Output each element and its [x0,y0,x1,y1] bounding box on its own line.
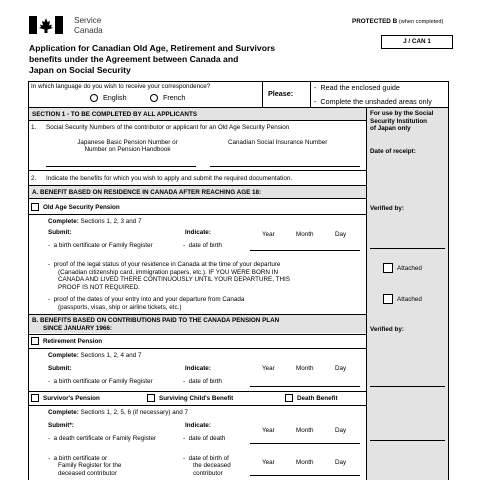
protected-sub: (when completed) [398,19,444,25]
sectionB-month3: Month [296,459,314,466]
deceased-bc-l3: deceased contributor [58,469,117,477]
deceased-dob-l1: date of birth of [188,455,229,462]
form-code: J / CAN 1 [403,38,431,45]
survivor-checkbox[interactable] [31,394,39,402]
sectionB-complete2-value: Sections 1, 2, 5, 6 (if necessary) and 7 [80,409,188,416]
deceased-dob-item: - date of birth of the deceased contributor [183,455,231,477]
office-use-title-1: For use by the Social [370,110,434,117]
deceased-dob-input[interactable] [250,475,360,476]
surviving-child-checkbox[interactable] [147,394,155,402]
date-of-receipt-label: Date of receipt: [370,148,416,155]
sin-input[interactable] [210,166,360,167]
sectionA-complete-label: Complete: [48,218,79,225]
sectionB-year2: Year [262,427,275,434]
sectionB-day3: Day [335,459,347,466]
sectionA-item3-l1: proof of the dates of your entry into and your departure from Canada [53,296,245,303]
canada-flag-icon [29,16,63,34]
sectionB-complete2 [48,409,188,417]
verified-by-label-b: Verified by: [370,326,404,333]
protected-label [352,18,443,26]
sectionA-complete-value: Sections 1, 2, 3 and 7 [80,218,142,225]
sectionA-item3-l2: (passports, visas, ship or airline tickets, etc.) [58,303,182,311]
section1-heading: SECTION 1 - TO BE COMPLETED BY ALL APPLICANTS [32,111,198,118]
french-label: French [163,93,186,102]
english-radio[interactable] [90,94,98,102]
sectionA-item2-l1: proof of the legal status of your residence in Canada at the time of your departure [53,261,281,268]
office-use-title [370,110,433,133]
sectionB-year3: Year [262,459,275,466]
sectionB-indicate2: Indicate: [185,422,211,429]
deceased-bc-item: - a birth certificate or Family Register for the deceased contributor [48,455,122,477]
sectionB-dob-input[interactable] [250,386,360,387]
q2-number: 2. [31,175,37,182]
deceased-dob-l2: the deceased [193,462,231,470]
jp-pension-number-label [70,139,185,154]
q2-text: Indicate the benefits for which you wish to apply and submit the required documentation. [46,175,293,182]
sectionB-month2: Month [296,427,314,434]
sectionB-day2: Day [335,427,347,434]
english-label: English [103,93,127,102]
retirement-label: Retirement Pension [43,338,103,345]
sectionB-item1-text: a birth certificate or Family Register [53,378,153,385]
jp-label-line2: Number on Pension Handbook [84,146,171,154]
sectionA-year: Year [262,231,275,238]
sectionB-submit2: Submit*: [48,422,74,429]
sectionA-item2-l4: PROOF IS NOT REQUIRED. [58,283,140,291]
sectionB-month: Month [296,365,314,372]
logo-text-canada: Canada [74,26,103,35]
office-use-title-3: of Japan only [370,125,411,133]
death-benefit-checkbox[interactable] [285,394,293,402]
instruction-1-text: Read the enclosed guide [320,83,400,92]
sectionA-dob-text: date of birth [188,242,222,249]
canada-logo [29,16,63,34]
sectionA-dob: - date of birth [183,242,222,249]
date-of-death-text: date of death [188,435,226,442]
sectionA-complete [48,218,141,226]
attached-checkbox-2[interactable] [383,294,393,304]
date-of-death-item: - date of death [183,435,226,442]
logo-text-service: Service [74,16,102,25]
sectionB-complete [48,352,141,360]
sectionA-item2-l3: CANADA AND LIVED THERE CONTINUOUSLY UNTIL YOUR DEPARTURE, THIS [58,276,290,284]
language-question: In which language do you wish to receive your correspondence? [31,83,211,90]
date-of-death-input[interactable] [250,443,360,444]
sectionA-heading: A. BENEFIT BASED ON RESIDENCE IN CANADA AFTER REACHING AGE 18: [32,189,262,196]
sectionA-month: Month [296,231,314,238]
instruction-2-text: Complete the unshaded areas only [320,97,432,106]
sectionB-item1: - a birth certificate or Family Register [48,378,153,385]
office-use-panel [367,108,448,480]
sectionA-indicate: Indicate: [185,229,211,236]
sectionA-item2-l2: (Canadian citizenship card, immigration papers, etc.). IF YOU WERE BORN IN [58,268,278,276]
retirement-checkbox[interactable] [31,337,39,345]
jp-label-line1: Japanese Basic Pension Number or [77,139,178,146]
oas-label: Old Age Security Pension [43,204,120,211]
sectionB-heading-l2: SINCE JANUARY 1966: [43,325,112,333]
please-label: Please: [268,89,294,98]
sectionA-item1-text: a birth certificate or Family Register [53,242,153,249]
form-title [29,43,275,77]
sectionB-dob: - date of birth [183,378,222,385]
title-line-1: Application for Canadian Old Age, Retirement and Survivors [29,43,276,53]
sectionB-complete2-label: Complete: [48,409,79,416]
q1-text: Social Security Numbers of the contributor or applicant for an Old Age Security Pension [46,124,290,131]
sectionB-year: Year [262,365,275,372]
sectionB-day: Day [335,365,347,372]
protected-main: PROTECTED B [352,18,398,25]
survivor-label: Survivor's Pension [43,395,100,402]
title-line-2: benefits under the Agreement between Canada and [29,54,239,65]
oas-checkbox[interactable] [31,203,39,211]
sectionB-submit: Submit: [48,365,72,372]
instruction-2: - Complete the unshaded areas only [314,97,432,106]
surviving-child-label: Surviving Child's Benefit [159,395,234,402]
sectionA-day: Day [335,231,347,238]
french-radio[interactable] [150,94,158,102]
sectionA-dob-input[interactable] [250,250,360,251]
sin-label: Canadian Social Insurance Number [228,139,328,146]
office-use-title-2: Security Institution [370,117,428,125]
death-cert-item: - a death certificate or Family Register [48,435,157,442]
sectionB-complete-label: Complete: [48,352,79,359]
jp-pension-number-input[interactable] [46,166,196,167]
death-benefit-label: Death Benefit [297,395,338,402]
sectionA-item3: - proof of the dates of your entry into and your departure from Canada (passports, visas, ship or airline tickets, etc.) [48,296,245,311]
attached-label-1: Attached [397,265,422,272]
deceased-bc-l1: a birth certificate or [53,455,108,462]
verified-by-label-a: Verified by: [370,205,404,212]
sectionB-heading [32,317,279,334]
form-code-box [381,35,453,49]
instruction-1: - Read the enclosed guide [314,83,400,92]
sectionB-heading-l1: B. BENEFITS BASED ON CONTRIBUTIONS PAID TO THE CANADA PENSION PLAN [32,317,280,324]
sectionA-item1: - a birth certificate or Family Register [48,242,153,249]
sectionA-submit: Submit: [48,229,72,236]
attached-checkbox-1[interactable] [383,263,393,273]
title-line-3: Japan on Social Security [29,65,131,76]
deceased-dob-l3: contributor [193,469,223,477]
sectionB-dob-text: date of birth [188,378,222,385]
q1-number: 1. [31,124,37,131]
sectionA-item2: - proof of the legal status of your residence in Canada at the time of your departure (Canadian citizenship card, immigration papers, etc.). IF YOU WERE BORN IN CANADA AND LIVED THERE CONTINUOUSLY UNTIL YOUR DEPARTURE, THIS PROOF IS NOT REQUIRED. [48,261,290,291]
sectionB-complete-value: Sections 1, 2, 4 and 7 [80,352,142,359]
sectionB-indicate: Indicate: [185,365,211,372]
attached-label-2: Attached [397,296,422,303]
deceased-bc-l2: Family Register for the [58,462,122,470]
death-cert-text: a death certificate or Family Register [53,435,157,442]
